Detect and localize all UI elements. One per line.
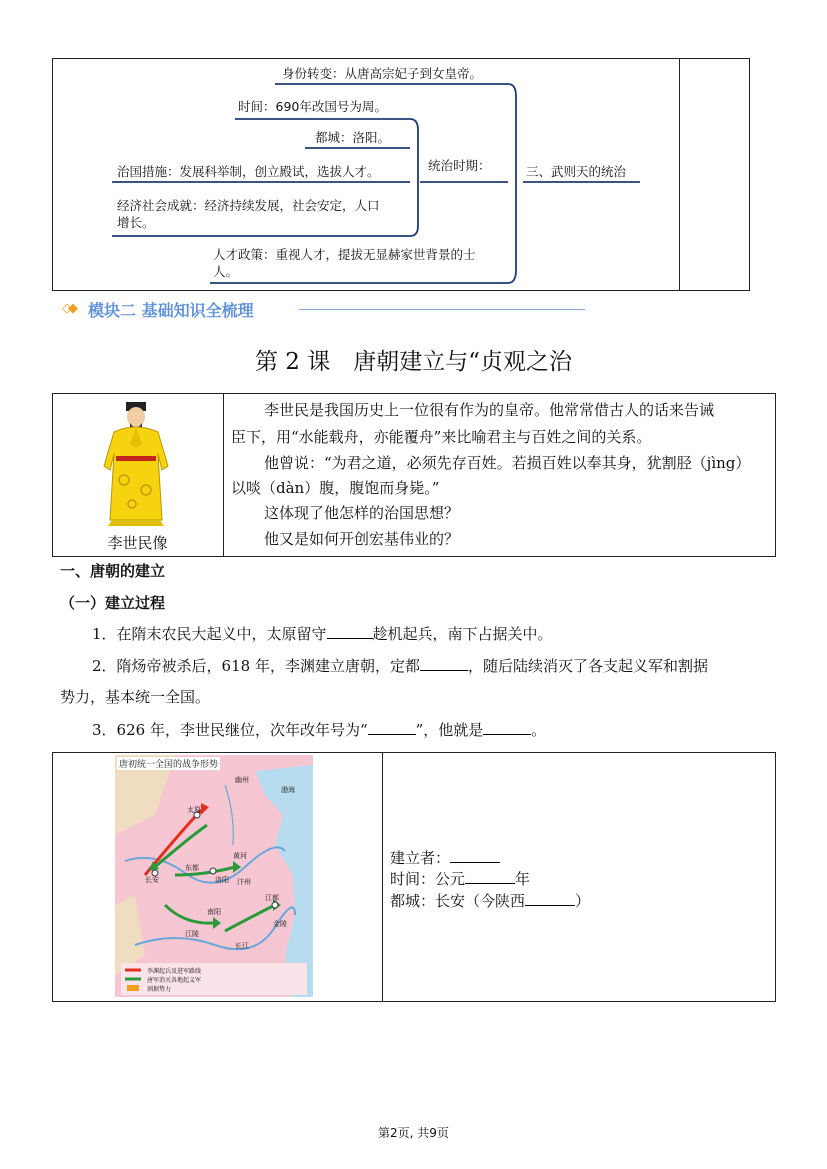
fill-time-blank[interactable] — [465, 868, 515, 884]
bracket-outer — [508, 84, 516, 283]
p3-blank-1[interactable] — [368, 719, 416, 735]
p3-text-c: 。 — [531, 721, 547, 739]
map-legend-1: 李渊起兵及进军路线 — [147, 968, 202, 975]
intro-line-3: 他曾说：“为君之道，必须先存百姓。若损百姓以奉其身，犹割胫（jìng） — [264, 454, 751, 472]
mindmap-hub: 统治时期： — [428, 158, 491, 173]
map-place-jiangdu: 江都 — [265, 894, 279, 902]
p1-text-a: 1．在隋末农民大起义中，太原留守 — [92, 625, 327, 643]
map-place-dongdu: 东都 — [185, 864, 199, 872]
map-place-changan: 长安 — [145, 876, 159, 884]
paragraph-2 — [92, 655, 708, 677]
paragraph-3 — [92, 719, 546, 741]
intro-line-5: 这体现了他怎样的治国思想？ — [264, 504, 460, 522]
map-place-bianzhou: 汴州 — [237, 878, 251, 886]
p1-text-b: 趁机起兵，南下占据关中。 — [372, 625, 553, 643]
mindmap-item-talent-1: 人才政策：重视人才，提拔无显赫家世背景的士 — [213, 247, 476, 262]
intro-line-1: 李世民是我国历史上一位很有作为的皇帝。他常常借古人的话来告诫 — [264, 401, 715, 419]
bracket-inner — [410, 119, 418, 236]
map-place-huanghe: 黄河 — [233, 852, 247, 860]
intro-line-4: 以啖（dàn）腹，腹饱而身毙。” — [231, 479, 440, 497]
intro-divider — [223, 393, 224, 557]
fill-time-label: 时间：公元 — [390, 870, 466, 888]
map-place-jiangling: 江陵 — [185, 930, 199, 938]
p3-blank-2[interactable] — [483, 719, 531, 735]
map-title: 唐初统一全国的战争形势 — [117, 757, 220, 770]
fill-capital-close: ） — [575, 892, 591, 910]
map-divider — [382, 752, 383, 1002]
paragraph-2-cont: 势力，基本统一全国。 — [60, 688, 211, 706]
map-place-changjiang: 长江 — [235, 942, 249, 950]
map-place-luoyang: 洛阳 — [215, 876, 229, 884]
historical-map — [115, 755, 313, 997]
section-heading: 一、唐朝的建立 — [60, 562, 166, 580]
module-header-title: 模块二 基础知识全梳理 — [88, 301, 254, 320]
p2-text-a: 2．隋炀帝被杀后，618 年，李渊建立唐朝，定都 — [92, 657, 420, 675]
emperor-portrait — [92, 396, 182, 528]
mindmap-item-capital: 都城：洛阳。 — [315, 130, 391, 145]
p3-text-b: ”，他就是 — [415, 721, 484, 739]
mindmap-item-economy-2: 增长。 — [117, 215, 155, 230]
fill-capital — [390, 890, 590, 911]
map-place-nanyang: 南阳 — [207, 908, 221, 916]
module-header-rule — [299, 309, 585, 310]
mindmap-item-time: 时间：690年改国号为周。 — [238, 99, 387, 114]
map-place-bohai: 渤海 — [281, 786, 295, 794]
mindmap-root: 三、武则天的统治 — [526, 164, 627, 179]
fill-capital-label: 都城：长安（今陕西 — [390, 892, 526, 910]
mindmap-item-identity: 身份转变：从唐高宗妃子到女皇帝。 — [282, 66, 483, 81]
fill-founder-blank[interactable] — [450, 847, 500, 863]
intro-line-2: 臣下，用“水能载舟，亦能覆舟”来比喻君主与百姓之间的关系。 — [231, 428, 652, 446]
mindmap-item-economy-1: 经济社会成就：经济持续发展，社会安定，人口 — [117, 198, 380, 213]
map-place-jinling: 金陵 — [273, 920, 287, 928]
p2-text-b: ，随后陆续消灭了各支起义军和割据 — [467, 657, 708, 675]
p1-blank[interactable] — [327, 623, 373, 639]
map-legend-2: 唐军消灭各地起义军 — [147, 977, 202, 984]
fill-time-unit: 年 — [515, 870, 531, 888]
p3-text-a: 3．626 年，李世民继位，次年改年号为“ — [92, 721, 368, 739]
paragraph-1 — [92, 623, 553, 645]
lesson-title: 第 2 课 唐朝建立与“贞观之治 — [254, 349, 572, 375]
map-legend-3: 割据势力 — [147, 986, 172, 993]
page-footer: 第2页, 共9页 — [378, 1126, 449, 1140]
module-header — [62, 298, 587, 320]
mindmap-item-measures: 治国措施：发展科举制，创立殿试，选拔人才。 — [117, 164, 380, 179]
fill-time — [390, 868, 530, 889]
mindmap-item-talent-2: 人。 — [213, 264, 239, 279]
fill-capital-blank[interactable] — [525, 890, 575, 906]
diamond-icon: ◇◆ — [62, 301, 74, 316]
fill-founder — [390, 847, 500, 868]
map-place-taiyuan: 太原 — [187, 806, 201, 814]
fill-founder-label: 建立者： — [390, 849, 451, 867]
map-place-youzhou: 幽州 — [235, 776, 249, 784]
portrait-caption: 李世民像 — [107, 534, 168, 552]
intro-line-6: 他又是如何开创宏基伟业的？ — [264, 530, 460, 548]
subsection-heading: （一）建立过程 — [60, 594, 166, 612]
p2-blank[interactable] — [420, 655, 468, 671]
